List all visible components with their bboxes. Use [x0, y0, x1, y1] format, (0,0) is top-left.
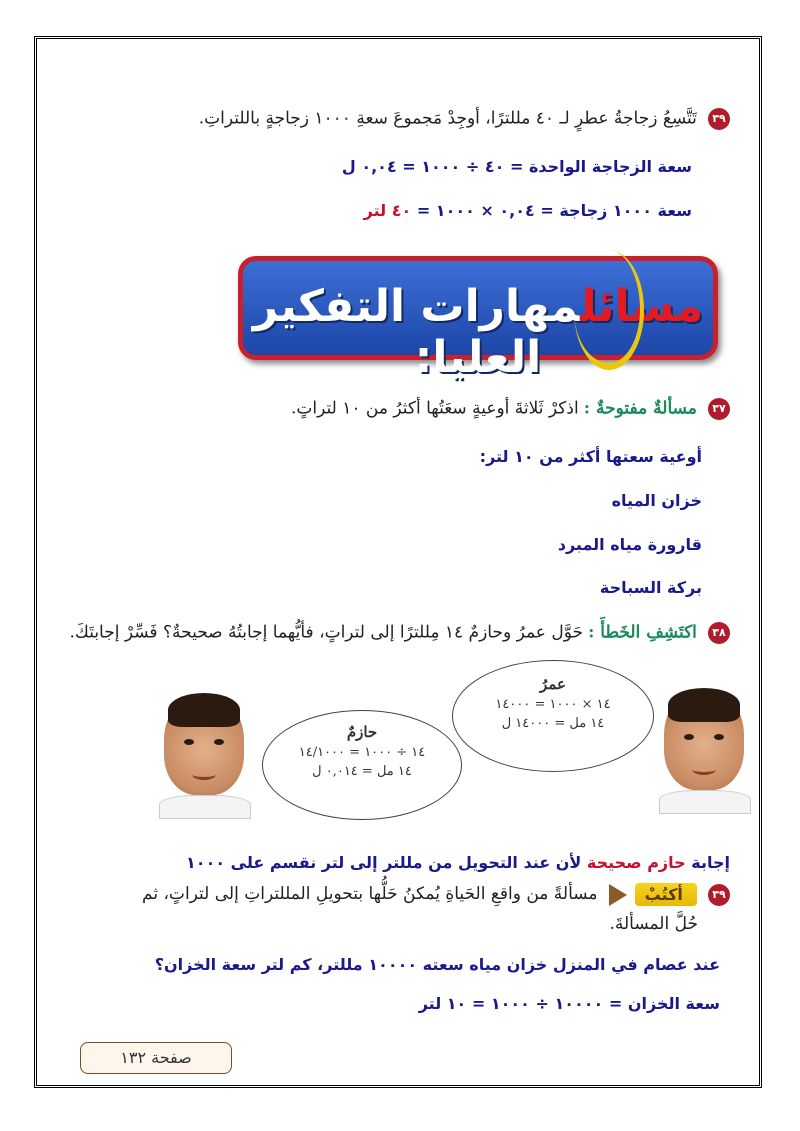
q37-text: اذكرْ ثَلاثةَ أوعيةٍ سعَتُها أكثرُ من ١٠ لتراتٍ. — [291, 398, 579, 419]
q39b-text-1: مسألةً من واقعِ الحَياةِ يُمكنُ حَلُّها بتحويلِ المللتراتِ إلى لتراتٍ، ثم — [142, 884, 598, 904]
omar-collar — [659, 790, 751, 814]
q39b-question — [142, 883, 730, 906]
omar-speech-bubble — [452, 660, 654, 772]
omar-face — [664, 690, 744, 790]
q39-number: ٣٩ — [708, 108, 730, 130]
banner-title-red: مسائل — [580, 281, 704, 332]
q37-label: مسألةٌ مفتوحةٌ : — [583, 398, 697, 419]
hazem-collar — [159, 795, 251, 819]
q39-question — [199, 108, 730, 130]
banner-title-rest: مهارات التفكير العليا: — [252, 281, 581, 383]
q38-number: ٣٨ — [708, 622, 730, 644]
page-number: صفحة ١٣٢ — [80, 1042, 232, 1074]
q38-answer-b: لأن عند التحويل من مللتر إلى لتر نقسم على ١٠٠٠ — [186, 853, 587, 872]
q39b-answer-2: سعة الخزان = ١٠٠٠٠ ÷ ١٠٠٠ = ١٠ لتر — [418, 994, 720, 1013]
q37-item-2: قارورة مياه المبرد — [557, 535, 702, 554]
hazem-speech-bubble — [262, 710, 462, 820]
q39-answer-2 — [364, 201, 692, 220]
q37-item-1: خزان المياه — [611, 491, 702, 510]
hazem-line-1: ١٤ ÷ ١٠٠٠ = ١٤/١٠٠٠ — [298, 745, 426, 760]
q39-answer-1: سعة الزجاجة الواحدة = ٤٠ ÷ ١٠٠٠ = ٠,٠٤ ل — [341, 157, 692, 176]
omar-line-1: ١٤ × ١٠٠٠ = ١٤٠٠٠ — [495, 697, 611, 712]
q38-question — [69, 622, 730, 644]
q38-answer — [186, 853, 730, 872]
q37-question — [291, 398, 730, 420]
crescent-icon — [574, 250, 644, 370]
omar-line-2: ١٤ مل = ١٤٠٠٠ ل — [501, 716, 605, 731]
hazem-name: حازمٌ — [346, 723, 378, 741]
q38-text: حَوَّل عمرُ وحازمٌ ١٤ مِللترًا إلى لتراتٍ، فأيُّهما إجابتُهُ صحيحةٌ؟ فَسِّرْ إجابتَكَ. — [69, 622, 583, 643]
pencil-icon — [609, 884, 627, 906]
q37-item-3: بركة السباحة — [599, 578, 702, 597]
q39b-number: ٣٩ — [708, 884, 730, 906]
q39-text: تَتَّسِعُ زجاجةُ عطرٍ لـ ٤٠ مللترًا، أوجِدْ مَجموعَ سعةِ ١٠٠٠ زجاجةٍ باللتراتِ. — [198, 108, 697, 129]
higher-thinking-banner — [238, 256, 718, 383]
q37-number: ٣٧ — [708, 398, 730, 420]
omar-name: عمرُ — [540, 675, 566, 693]
q39-answer-2-result: ٤٠ لتر — [363, 201, 412, 220]
q37-heading: أوعية سعتها أكثر من ١٠ لتر: — [479, 447, 702, 466]
write-tab: أكتُبْ — [635, 883, 697, 906]
q39b-answer-1: عند عصام في المنزل خزان مياه سعته ١٠٠٠٠ مللتر، كم لتر سعة الخزان؟ — [154, 955, 720, 974]
q38-answer-name: حازم صحيحة — [586, 853, 686, 872]
q38-label: اكتَشِفِ الخَطأَ : — [588, 622, 697, 643]
hazem-line-2: ١٤ مل = ٠,٠١٤ ل — [312, 764, 412, 779]
q39b-text-2: حُلَّ المسألةَ. — [609, 914, 698, 934]
q38-answer-a: إجابة — [685, 853, 730, 872]
q39-answer-2-main: سعة ١٠٠٠ زجاجة = ٠,٠٤ × ١٠٠٠ = — [411, 201, 692, 220]
hazem-face — [164, 695, 244, 795]
